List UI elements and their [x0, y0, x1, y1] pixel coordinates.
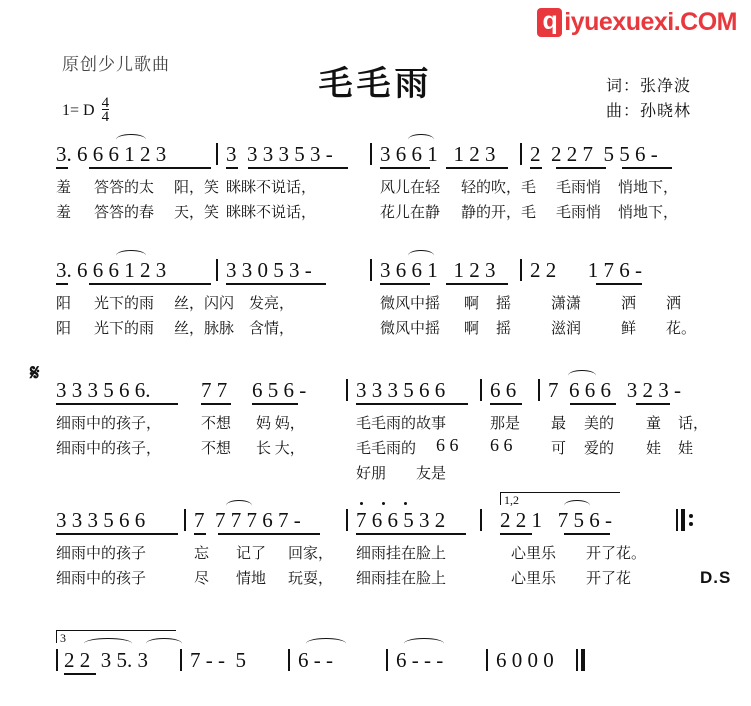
- system-1-lyrics-verse1: [56, 176, 696, 201]
- beam: [530, 167, 542, 169]
- barline: [520, 143, 522, 165]
- lyric: 静的开，毛: [461, 205, 537, 221]
- lyric: 童: [646, 416, 662, 432]
- lyric: 啊: [464, 321, 480, 337]
- beam: [380, 283, 430, 285]
- lyric: 风儿在轻: [380, 180, 441, 196]
- credits: [606, 74, 691, 124]
- staccato-dot: [404, 502, 407, 505]
- barline: [288, 649, 290, 671]
- lyric: 那是: [490, 416, 521, 432]
- lyric: 忘: [194, 546, 210, 562]
- lyric: 鲜: [621, 321, 637, 337]
- measure-notes: 2 2 1 7 5 6 -: [500, 508, 612, 532]
- beam: [226, 283, 326, 285]
- lyric: 不想: [201, 441, 232, 457]
- system-3: [56, 378, 709, 487]
- lyric: 细雨中的孩子，: [56, 416, 162, 432]
- lyric: 潇潇: [551, 296, 582, 312]
- beam: [89, 283, 211, 285]
- slur: [146, 638, 182, 649]
- watermark-text: iyuexuexi.COM: [564, 8, 737, 36]
- beam: [89, 167, 211, 169]
- inline-notes: 6 6: [436, 435, 459, 455]
- beam: [446, 167, 508, 169]
- barline: [370, 143, 372, 165]
- lyric: 记了: [236, 546, 267, 562]
- system-3-notes: [56, 378, 696, 408]
- lyricist: 词：张净波: [605, 78, 691, 95]
- beam: [56, 403, 178, 405]
- system-1-lyrics-verse2: [56, 201, 696, 226]
- lyric: 洒: [621, 296, 637, 312]
- beam: [56, 167, 68, 169]
- lyric: 毛雨悄: [556, 180, 602, 196]
- measure-notes: 3 3 3 3 5 3 -: [226, 142, 333, 166]
- lyric: 好朋: [356, 466, 387, 482]
- lyric: 羞: [56, 205, 72, 221]
- lyric: 开了花。: [586, 546, 647, 562]
- slur: [408, 134, 434, 145]
- ending-1-2: 1,2: [500, 492, 620, 505]
- beam: [64, 673, 96, 675]
- lyric: 光下的雨: [94, 296, 155, 312]
- measure-notes: 3. 6 6 6 1 2 3: [56, 258, 167, 282]
- lyric: 啊: [464, 296, 480, 312]
- lyric: 妈 妈，: [256, 416, 305, 432]
- measure-notes: 2 2 2 7 5 5 6 -: [530, 142, 658, 166]
- lyric: 答答的太: [94, 180, 155, 196]
- lyric: 细雨挂在脸上: [356, 571, 447, 587]
- staccato-dot: [382, 502, 385, 505]
- barline: [538, 379, 540, 401]
- lyric: 友是: [416, 466, 447, 482]
- measure-notes: 3 3 3 5 6 6: [356, 378, 446, 402]
- lyric: 话，: [678, 416, 709, 432]
- barline: [216, 143, 218, 165]
- system-3-lyrics-verse1: [56, 412, 709, 437]
- beam: [622, 167, 672, 169]
- measure-notes: 3 6 6 1 1 2 3: [380, 258, 496, 282]
- lyric: 可: [551, 441, 567, 457]
- slur: [404, 638, 444, 649]
- song-category: 原创少儿歌曲: [62, 55, 170, 74]
- lyric: 悄地下，: [618, 180, 679, 196]
- lyric: 细雨中的孩子: [56, 546, 147, 562]
- lyric: 毛毛雨的故事: [356, 416, 447, 432]
- system-4-lyrics-verse1: [56, 542, 696, 567]
- ds-mark: D.S: [700, 568, 732, 587]
- lyric: 滋润: [551, 321, 582, 337]
- beam: [218, 533, 320, 535]
- slur: [306, 638, 346, 649]
- beam: [570, 403, 616, 405]
- measure-notes: 3. 6 6 6 1 2 3: [56, 142, 167, 166]
- lyric: 答答的春: [94, 205, 155, 221]
- lyric: 轻的吹，毛: [461, 180, 537, 196]
- barline: [216, 259, 218, 281]
- lyric: 阳: [56, 296, 72, 312]
- lyric: 花儿在静: [380, 205, 441, 221]
- beam: [380, 167, 430, 169]
- system-4-notes: [56, 508, 696, 538]
- measure-notes: 3 3 3 5 6 6: [56, 508, 146, 532]
- key-signature: [62, 95, 110, 125]
- lyric: 长 大，: [256, 441, 305, 457]
- system-2-lyrics-verse1: [56, 292, 696, 317]
- composer: 曲：孙晓林: [605, 103, 691, 120]
- barline: [56, 649, 58, 671]
- beam: [226, 167, 238, 169]
- lyric: 含情，: [249, 321, 295, 337]
- barline: [346, 509, 348, 531]
- measure-notes: 6 6: [490, 378, 517, 402]
- measure-notes: 6 - - -: [396, 648, 444, 672]
- lyric: 阳，笑: [174, 180, 220, 196]
- system-2-notes: [56, 258, 696, 288]
- lyric: 细雨挂在脸上: [356, 546, 447, 562]
- lyric: 微风中摇: [380, 321, 441, 337]
- lyric: 天，笑: [174, 205, 220, 221]
- measure-notes: 6 0 0 0: [496, 648, 554, 672]
- slur: [564, 500, 590, 511]
- barline: [370, 259, 372, 281]
- system-4-lyrics-verse2: [56, 567, 696, 592]
- lyric: 阳: [56, 321, 72, 337]
- measure-notes: 7 7: [201, 378, 228, 402]
- lyric: 光下的雨: [94, 321, 155, 337]
- lyric: 回家，: [288, 546, 334, 562]
- beam: [56, 283, 68, 285]
- lyric: 玩耍，: [288, 571, 334, 587]
- slur: [408, 250, 434, 261]
- repeat-end-barline: [676, 508, 693, 532]
- measure-notes: 7 - - 5: [190, 648, 246, 672]
- key-label: 1= D: [62, 102, 95, 119]
- barline: [480, 509, 482, 531]
- measure-notes: 3 6 6 1 1 2 3: [380, 142, 496, 166]
- lyric: 尽: [194, 571, 210, 587]
- beam: [194, 533, 206, 535]
- beam: [564, 533, 610, 535]
- measure-notes: 7 7 7 7 6 7 -: [194, 508, 301, 532]
- lyric: 不想: [201, 416, 232, 432]
- system-2-lyrics-verse2: [56, 317, 696, 342]
- staccato-dot: [360, 502, 363, 505]
- beam: [500, 533, 532, 535]
- lyric: 细雨中的孩子: [56, 571, 147, 587]
- lyric: 摇: [496, 296, 512, 312]
- inline-notes: 6 6: [490, 435, 513, 455]
- lyric: 细雨中的孩子，: [56, 441, 162, 457]
- beam: [556, 167, 606, 169]
- barline: [180, 649, 182, 671]
- lyric: 花。: [666, 321, 697, 337]
- site-watermark: [537, 8, 737, 37]
- beam: [201, 403, 231, 405]
- measure-notes: 2 2 3 5. 3: [64, 648, 148, 672]
- system-2: [56, 258, 696, 342]
- lyric: 情地: [236, 571, 267, 587]
- time-signature: [102, 97, 110, 123]
- beam: [356, 533, 466, 535]
- lyric: 娃: [646, 441, 662, 457]
- lyric: 丝，脉脉: [174, 321, 235, 337]
- lyric: 摇: [496, 321, 512, 337]
- measure-notes: 6 - -: [298, 648, 333, 672]
- slur: [226, 500, 252, 511]
- lyric: 娃: [678, 441, 694, 457]
- lyric: 心里乐: [511, 571, 557, 587]
- beam: [252, 403, 298, 405]
- measure-notes: 7 6 6 6 3 2 3 -: [548, 378, 681, 402]
- slur: [568, 370, 596, 381]
- lyric: 发亮，: [249, 296, 295, 312]
- lyric: 眯眯不说话，: [226, 205, 317, 221]
- beam: [636, 403, 670, 405]
- barline: [520, 259, 522, 281]
- ending-3: 3: [56, 630, 176, 643]
- lyric: 最: [551, 416, 567, 432]
- measure-notes: 6 5 6 -: [252, 378, 307, 402]
- segno-mark: 𝄋: [30, 360, 40, 385]
- system-3-lyrics-verse2: [56, 437, 696, 462]
- beam: [248, 167, 348, 169]
- beam: [356, 403, 468, 405]
- barline: [486, 649, 488, 671]
- barline: [184, 509, 186, 531]
- meter-denominator: 4: [101, 109, 110, 125]
- lyric: 毛雨悄: [556, 205, 602, 221]
- page-title: 毛毛雨: [318, 66, 433, 103]
- lyric: 毛毛雨的: [356, 441, 417, 457]
- lyric: 美的: [584, 416, 615, 432]
- lyric: 洒: [666, 296, 682, 312]
- lyric: 悄地下，: [618, 205, 679, 221]
- system-1: [56, 142, 696, 226]
- lyric: 开了花: [586, 571, 632, 587]
- lyric: 羞: [56, 180, 72, 196]
- lyric: 爱的: [584, 441, 615, 457]
- barline: [346, 379, 348, 401]
- watermark-badge: q: [537, 8, 562, 36]
- barline: [386, 649, 388, 671]
- measure-notes: 2 2 1 7 6 -: [530, 258, 642, 282]
- system-5: [56, 648, 696, 678]
- beam: [56, 533, 178, 535]
- measure-notes: 7 6 6 5 3 2: [356, 508, 446, 532]
- lyric: 微风中摇: [380, 296, 441, 312]
- final-barline: [576, 648, 585, 672]
- lyric: 丝，闪闪: [174, 296, 235, 312]
- slur: [84, 638, 132, 649]
- system-5-notes: [56, 648, 696, 678]
- meter-numerator: 4: [101, 95, 110, 111]
- lyric: 眯眯不说话，: [226, 180, 317, 196]
- system-4: [56, 508, 696, 592]
- beam: [446, 283, 508, 285]
- system-3-lyrics-verse3: [56, 462, 696, 487]
- barline: [480, 379, 482, 401]
- beam: [490, 403, 522, 405]
- measure-notes: 3 3 0 5 3 -: [226, 258, 312, 282]
- measure-notes: 3 3 3 5 6 6.: [56, 378, 151, 402]
- beam: [596, 283, 642, 285]
- lyric: 心里乐: [511, 546, 557, 562]
- slur: [116, 134, 146, 145]
- system-1-notes: [56, 142, 696, 172]
- slur: [116, 250, 146, 261]
